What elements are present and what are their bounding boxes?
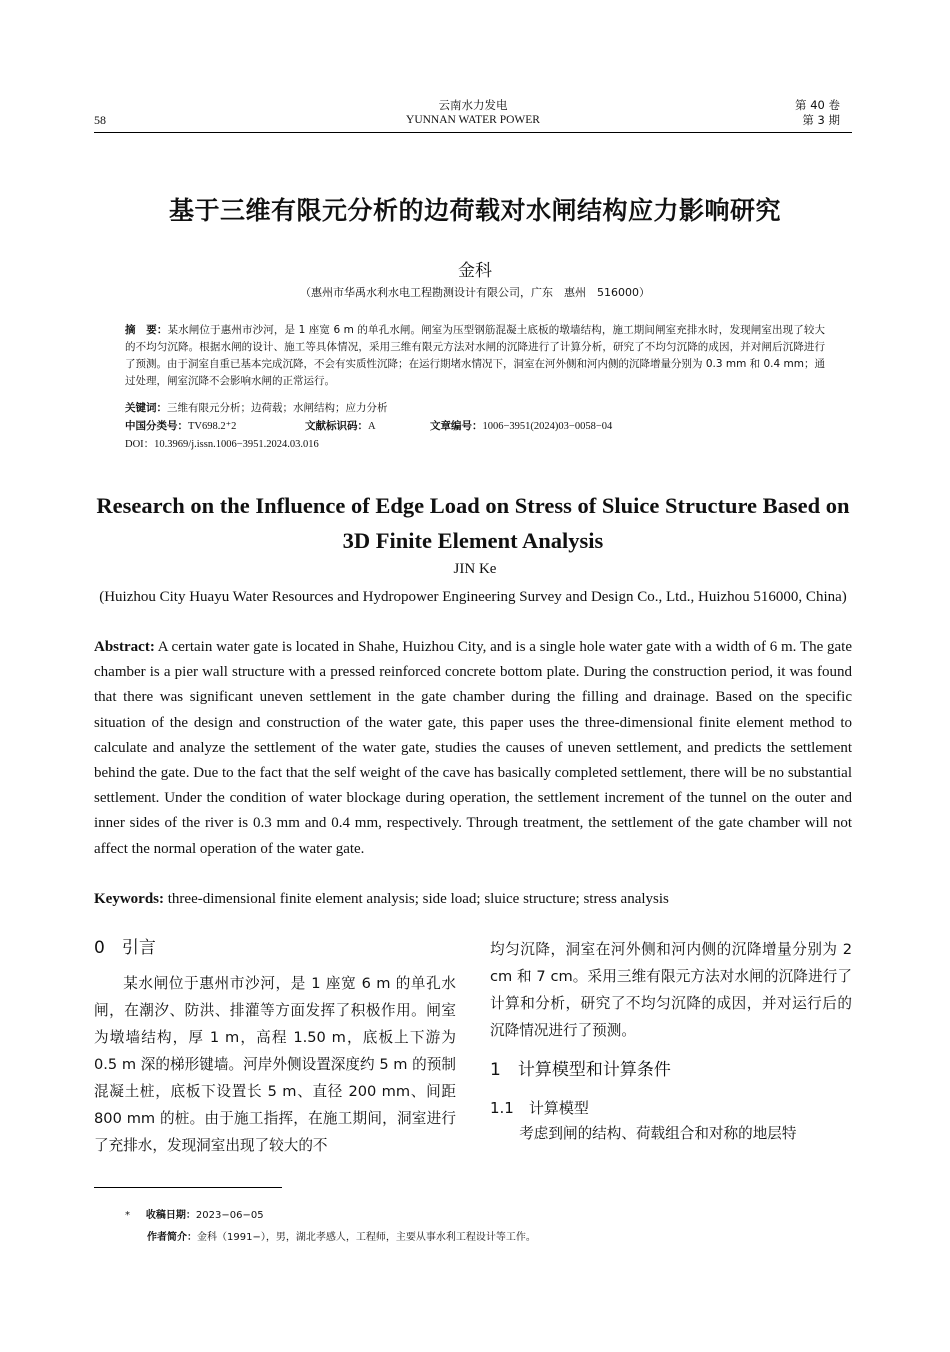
page-number: 58 — [94, 113, 106, 127]
cn-abstract — [125, 322, 825, 390]
cn-abstract-label: 摘 要： — [125, 324, 168, 336]
cn-author: 金科 — [458, 261, 492, 281]
en-title: Research on the Influence of Edge Load on Stress of Sluice Structure Based on 3D Finite Element Analysis — [96, 493, 850, 553]
en-keywords-text: three-dimensional finite element analysis; side load; sluice structure; stress analysis — [167, 891, 669, 907]
page-header — [94, 96, 852, 133]
journal-name-cn: 云南水力发电 — [438, 98, 508, 112]
journal-name-en: YUNNAN WATER POWER — [406, 114, 540, 126]
en-affiliation: (Huizhou City Huayu Water Resources and Hydropower Engineering Survey and Design Co., Ltd., Huizhou 516000, China) — [99, 589, 847, 605]
en-keywords-label: Keywords: — [94, 891, 164, 907]
left-column — [94, 936, 456, 1159]
en-abstract-text: A certain water gate is located in Shahe, Huizhou City, and is a single hole water gate with a width of 6 m. The gate chamber is a pier wall structure with a pressed reinforced concrete bottom plate. During the construction period, it was found that there was significant uneven settlement in the gate chamber during the filling and drainage. Based on the specific situation of the design and construction of the water gate, this paper uses the three-dimensional finite element method to calculate and analyze the settlement of the water gate, studies the causes of uneven settlement, and predicts the settlement behind the gate. Due to the fact that the self weight of the cave has basically completed settlement, there will be no substantial settlement. Under the condition of water blockage during operation, the settlement increment of the tunnel on the outer and inner sides of the river is 0.3 mm and 0.4 mm, respectively. Through treatment, the settlement of the gate chamber will not affect the normal operation of the water gate. — [94, 639, 852, 857]
en-abstract-label: Abstract: — [94, 639, 155, 655]
journal-name — [94, 98, 852, 128]
section-0-paragraph: 某水闸位于惠州市沙河，是 1 座宽 6 m 的单孔水闸，在潮汐、防洪、排灌等方面发挥了积极作用。闸室为墩墙结构，厚 1 m，高程 1.50 m，底板上下游为 0.5 m 深的梯形键墙。河岸外侧设置深度约 5 m 的预制混凝土桩，底板下设置长 5 m、直径 200 mm、间距 800 mm 的桩。由于施工指挥，在施工期间，洞室进行了充排水，发现洞室出现了较大的不 — [94, 975, 456, 1154]
cn-keywords — [125, 400, 388, 417]
section-1-1-heading: 1.1 计算模型 — [490, 1099, 589, 1117]
doc-code-value: A — [368, 421, 376, 432]
en-abstract — [94, 635, 852, 862]
section-0-paragraph-cont: 均匀沉降，洞室在河外侧和河内侧的沉降增量分别为 2 cm 和 7 cm。采用三维有限元方法对水闸的沉降进行了计算和分析，研究了不均匀沉降的成因，并对运行后的沉降情况进行了预测。 — [490, 941, 852, 1039]
en-author: JIN Ke — [453, 561, 497, 577]
author-bio-text: 金科（1991−），男，湖北孝感人，工程师，主要从事水利工程设计等工作。 — [197, 1232, 536, 1243]
article-no-label: 文章编号： — [430, 420, 483, 432]
cn-title: 基于三维有限元分析的边荷载对水闸结构应力影响研究 — [168, 196, 781, 225]
cn-classification — [125, 418, 236, 435]
section-0-heading: 0 引言 — [94, 938, 156, 958]
volume-issue — [795, 98, 840, 128]
received-label: 收稿日期： — [145, 1210, 196, 1221]
article-no-value: 1006−3951(2024)03−0058−04 — [482, 421, 613, 432]
cn-keywords-label: 关键词： — [125, 402, 167, 414]
clc-value: TV698.2⁺2 — [188, 421, 237, 432]
cn-article-no — [430, 418, 612, 435]
footnote-star: * — [125, 1210, 130, 1221]
cn-keywords-text: 三维有限元分析；边荷载；水闸结构；应力分析 — [167, 402, 388, 414]
footnote-author — [147, 1228, 536, 1243]
section-1-heading: 1 计算模型和计算条件 — [490, 1060, 671, 1080]
doc-code-label: 文献标识码： — [305, 420, 368, 432]
author-bio-label: 作者简介： — [147, 1232, 197, 1243]
cn-doc-code — [305, 418, 376, 435]
en-keywords — [94, 887, 852, 912]
doi: DOI：10.3969/j.issn.1006−3951.2024.03.016 — [125, 439, 319, 450]
received-date: 2023−06−05 — [195, 1210, 264, 1221]
cn-abstract-text: 某水闸位于惠州市沙河，是 1 座宽 6 m 的单孔水闸。闸室为压型钢筋混凝土底板的墩墙结构，施工期间闸室充排水时，发现闸室出现了较大的不均匀沉降。根据水闸的设计、施工等具体情况，采用三维有限元方法对水闸的沉降进行了计算分析，研究了不均匀沉降的成因，并对闸后沉降进行了预测。由于洞室自重已基本完成沉降，不会有实质性沉降；在运行期堵水情况下，洞室在河外侧和河内侧的沉降增量分别为 0.3 mm 和 0.4 mm；通过处理，闸室沉降不会影响水闸的正常运行。 — [125, 324, 825, 387]
footnote-received — [125, 1206, 264, 1221]
issue: 第 3 期 — [802, 113, 840, 127]
right-column — [490, 936, 852, 1147]
volume: 第 40 卷 — [795, 98, 840, 112]
cn-affiliation: （惠州市华禹水利水电工程勘测设计有限公司，广东 惠州 516000） — [300, 286, 650, 299]
clc-label: 中国分类号： — [125, 420, 188, 432]
section-1-1-paragraph: 考虑到闸的结构、荷载组合和对称的地层特 — [519, 1125, 797, 1142]
footnote-divider — [94, 1187, 282, 1188]
